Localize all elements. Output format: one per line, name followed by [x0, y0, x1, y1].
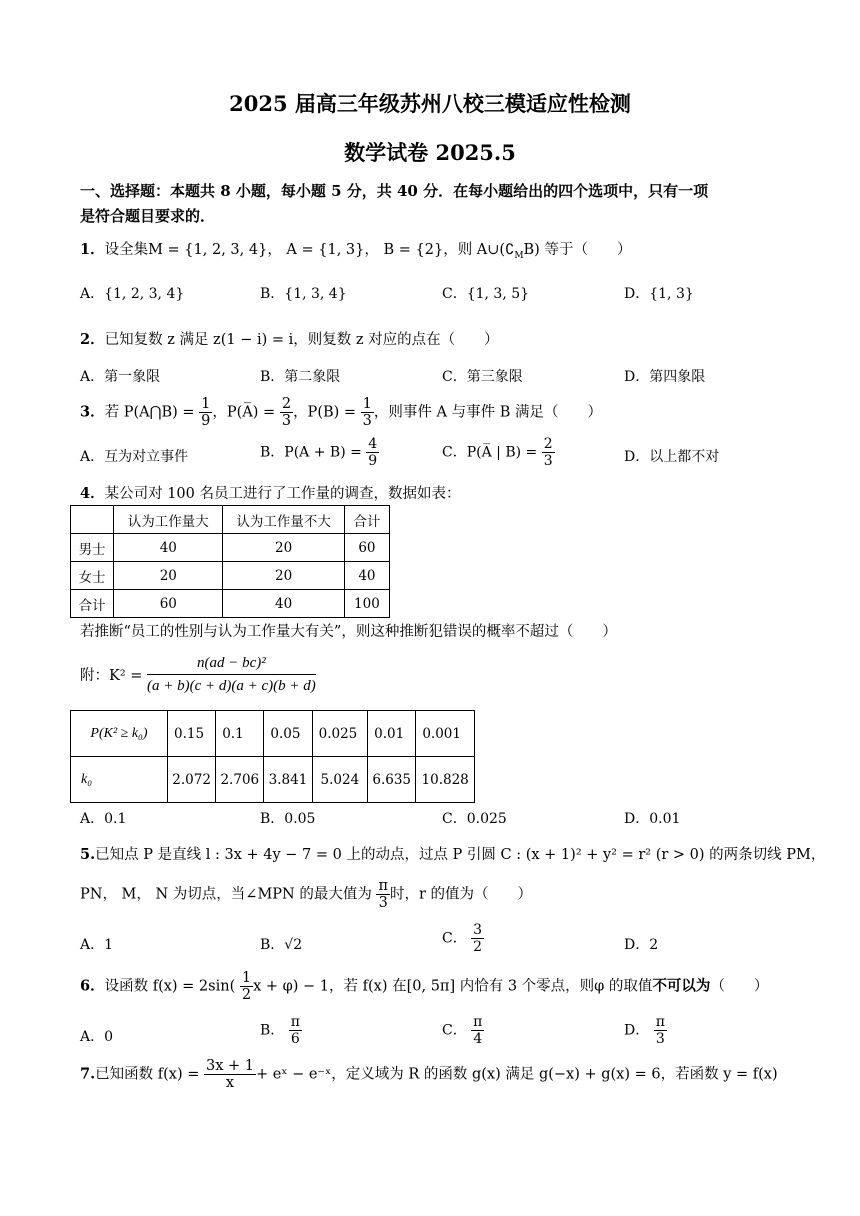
question-5 — [80, 843, 825, 864]
formula-k2 — [80, 652, 316, 697]
table-header — [71, 506, 114, 534]
option-c — [442, 436, 555, 469]
option-a: A．互为对立事件 — [80, 449, 189, 465]
table-cell: 60 — [344, 534, 389, 562]
option-text: C． — [442, 930, 467, 947]
option-d: D．{1, 3} — [624, 286, 694, 302]
question-text-pre: 已知函数 f(x) = — [95, 1066, 200, 1083]
option-c: C．0.025 — [442, 811, 507, 827]
option-a: A．1 — [80, 937, 114, 953]
fraction — [366, 436, 379, 469]
frac-numerator: 1 — [201, 396, 211, 412]
table-header: 认为工作量大 — [114, 506, 223, 534]
question-6 — [80, 970, 768, 1003]
table-cell: 0.025 — [312, 711, 368, 757]
table-header: 合计 — [344, 506, 389, 534]
table-row — [71, 562, 390, 590]
option-a: A．{1, 2, 3, 4} — [80, 286, 185, 302]
fraction — [471, 922, 484, 955]
fraction — [280, 396, 293, 429]
frac-denominator: 6 — [290, 1031, 300, 1047]
question-text: PN， M， N 为切点，当∠MPN 的最大值为 — [80, 886, 372, 903]
table-row — [71, 590, 390, 618]
question-text-mid1: ，P(A̅) = — [212, 404, 276, 421]
question-number: 6． — [80, 977, 105, 995]
exam-subtitle: 数学试卷 2025.5 — [344, 140, 516, 165]
option-d: D．第四象限 — [624, 369, 706, 385]
frac-numerator: n(ad − bc)² — [147, 652, 316, 675]
question-2 — [80, 328, 499, 349]
frac-numerator: 3 — [473, 922, 483, 938]
question-text-mid2: ，P(B) = — [293, 404, 357, 421]
survey-table — [70, 505, 390, 618]
question-text: 设全集M = {1, 2, 3, 4}， A = {1, 3}， B = {2}，则 A∪(∁ — [104, 242, 515, 258]
option-c — [442, 1014, 484, 1047]
formula-label: 附：K² = — [80, 668, 143, 684]
section-heading-line1: 一、选择题：本题共 8 小题，每小题 5 分，共 40 分．在每小题给出的四个选项中，只有一项 — [80, 182, 709, 200]
question-text-line1: 已知点 P 是直线 l : 3x + 4y − 7 = 0 上的动点，过点 P 引圆 C : (x + 1)² + y² = r² (r > 0) 的两条切线 PM， — [95, 847, 826, 863]
option-d: D．0.01 — [624, 811, 681, 827]
question-number: 4． — [80, 485, 105, 502]
frac-denominator: 3 — [362, 413, 372, 429]
emphasis-text: 不可以为 — [652, 977, 711, 995]
table-cell: 100 — [344, 590, 389, 618]
subscript: M — [514, 250, 524, 261]
frac-numerator: π — [290, 1014, 300, 1030]
frac-numerator: 4 — [368, 436, 378, 452]
fraction — [361, 396, 374, 429]
frac-numerator: π — [473, 1014, 483, 1030]
frac-denominator: x — [225, 1075, 235, 1091]
option-b: B．√2 — [260, 937, 303, 953]
table-cell: 0.01 — [368, 711, 416, 757]
question-text: 已知复数 z 满足 z(1 − i) = i，则复数 z 对应的点在（ ） — [104, 332, 499, 348]
question-number: 1． — [80, 241, 105, 258]
table-cell: 5.024 — [312, 757, 368, 803]
fraction — [654, 1014, 667, 1047]
frac-numerator: 2 — [543, 436, 553, 452]
table-cell: 0.001 — [416, 711, 475, 757]
option-d: D．2 — [624, 937, 659, 953]
frac-denominator: 2 — [241, 987, 252, 1003]
option-a: A．0 — [80, 1029, 114, 1045]
table-cell: 3.841 — [264, 757, 312, 803]
table-cell: 0.15 — [168, 711, 216, 757]
question-text: 时，r 的值为（ ） — [390, 886, 533, 903]
fraction — [542, 436, 555, 469]
frac-numerator: 1 — [362, 396, 372, 412]
option-text: D． — [624, 1022, 650, 1039]
fraction — [471, 1014, 484, 1047]
frac-denominator: 4 — [473, 1031, 483, 1047]
question-3 — [80, 396, 602, 429]
exam-title: 2025 届高三年级苏州八校三模适应性检测 — [229, 91, 631, 116]
frac-numerator: 2 — [281, 396, 292, 412]
option-c: C．{1, 3, 5} — [442, 286, 530, 302]
table-cell: 2.706 — [216, 757, 264, 803]
table-cell: 6.635 — [368, 757, 416, 803]
frac-numerator: 3x + 1 — [205, 1058, 254, 1074]
table-row — [71, 534, 390, 562]
table-header: 认为工作量不大 — [223, 506, 344, 534]
table-cell: 女士 — [71, 562, 114, 590]
question-text-post: （ ） — [710, 978, 769, 995]
fraction — [199, 396, 212, 429]
table-row — [71, 757, 475, 803]
section-heading-line2: 是符合题目要求的． — [80, 207, 216, 225]
question-1 — [80, 238, 631, 261]
option-b: B．第二象限 — [260, 369, 341, 385]
question-text-post: + eˣ − e⁻ˣ，定义域为 R 的函数 g(x) 满足 g(−x) + g(x) = 6，若函数 y = f(x) — [255, 1066, 778, 1083]
option-a: A．0.1 — [80, 811, 127, 827]
frac-denominator: 2 — [473, 939, 483, 955]
question-4 — [80, 482, 461, 503]
option-c: C．第三象限 — [442, 369, 523, 385]
frac-numerator: 1 — [241, 970, 252, 986]
option-d — [624, 1014, 667, 1047]
table-cell: 10.828 — [416, 757, 475, 803]
table-cell: 40 — [344, 562, 389, 590]
table-cell: k₀ — [71, 757, 168, 803]
table-cell: 0.1 — [216, 711, 264, 757]
frac-denominator: 3 — [655, 1031, 665, 1047]
option-text: B．P(A + B) = — [260, 444, 362, 461]
question-text-post: ，则事件 A 与事件 B 满足（ ） — [373, 404, 602, 421]
option-text: C．P(A̅ | B) = — [442, 444, 538, 461]
fraction — [376, 878, 390, 911]
option-b: B．0.05 — [260, 811, 316, 827]
question-text: 某公司对 100 名员工进行了工作量的调查，数据如表： — [104, 486, 461, 502]
fraction — [289, 1014, 302, 1047]
option-text: C． — [442, 1022, 467, 1039]
option-text: B． — [260, 1022, 285, 1039]
question-number: 7. — [80, 1065, 96, 1083]
frac-denominator: 3 — [378, 895, 388, 911]
table-cell: 40 — [114, 534, 223, 562]
table-cell: 合计 — [71, 590, 114, 618]
fraction — [204, 1058, 256, 1091]
critical-value-table — [70, 710, 475, 803]
table-cell: 60 — [114, 590, 223, 618]
table-cell: 20 — [223, 534, 344, 562]
table-row — [71, 711, 475, 757]
table-cell: 男士 — [71, 534, 114, 562]
question-number: 2． — [80, 331, 105, 348]
question-4-body: 若推断“员工的性别与认为工作量大有关”，则这种推断犯错误的概率不超过（ ） — [80, 624, 617, 640]
question-text-pre: 若 P(A⋂B) = — [104, 404, 195, 421]
option-d: D．以上都不对 — [624, 449, 720, 465]
option-b — [260, 436, 379, 469]
question-number: 3． — [80, 403, 105, 421]
table-cell: 2.072 — [168, 757, 216, 803]
frac-denominator: 3 — [281, 413, 292, 429]
question-text-pre: 设函数 f(x) = 2sin( — [104, 978, 236, 995]
frac-denominator: 3 — [543, 453, 553, 469]
frac-denominator: 9 — [201, 413, 211, 429]
question-number: 5. — [80, 846, 96, 863]
frac-numerator: π — [655, 1014, 665, 1030]
fraction — [240, 970, 253, 1003]
table-cell: P(K² ≥ k₀) — [71, 711, 168, 757]
question-5-line2 — [80, 878, 532, 911]
table-cell: 20 — [223, 562, 344, 590]
option-b — [260, 1014, 302, 1047]
table-cell: 0.05 — [264, 711, 312, 757]
table-cell: 20 — [114, 562, 223, 590]
question-text-mid: x + φ) − 1，若 f(x) 在[0, 5π] 内恰有 3 个零点，则φ 的取值 — [253, 978, 653, 995]
question-text-2: B) 等于（ ） — [523, 242, 632, 258]
option-a: A．第一象限 — [80, 369, 161, 385]
frac-denominator: (a + b)(c + d)(a + c)(b + d) — [147, 678, 316, 694]
frac-denominator: 9 — [368, 453, 378, 469]
question-7 — [80, 1058, 778, 1091]
option-c — [442, 922, 484, 955]
frac-numerator: π — [378, 878, 388, 894]
table-cell: 40 — [223, 590, 344, 618]
formula-fraction — [147, 652, 316, 697]
option-b: B．{1, 3, 4} — [260, 286, 347, 302]
